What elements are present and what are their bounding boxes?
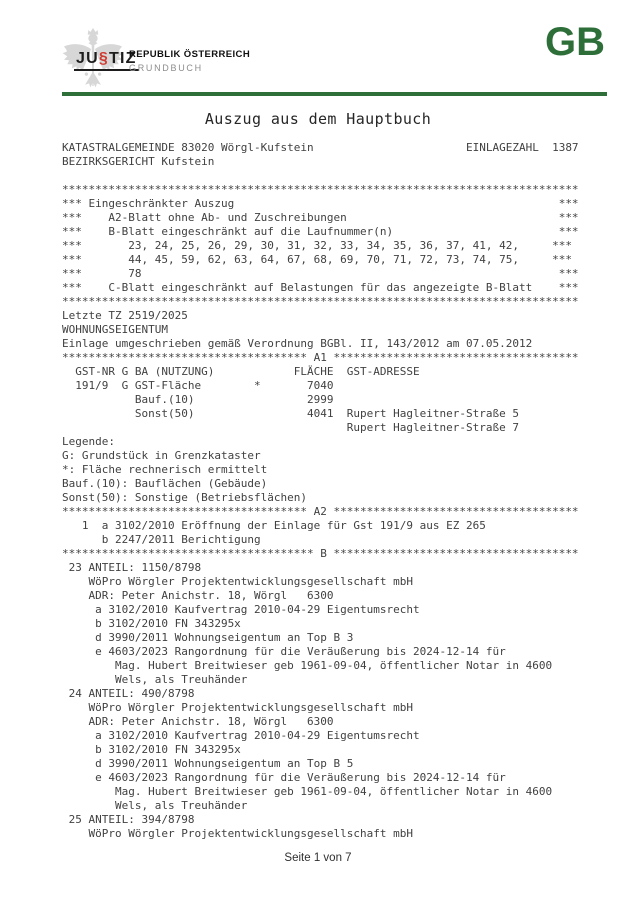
document-line: ****************************************************************************** xyxy=(62,183,579,196)
document-line: *** A2-Blatt ohne Ab- und Zuschreibungen *** xyxy=(62,211,579,224)
document-line: Rupert Hagleitner-Straße 7 xyxy=(62,421,519,434)
document-line: Wels, als Treuhänder xyxy=(62,673,248,686)
document-body xyxy=(62,141,579,841)
document-line: Mag. Hubert Breitwieser geb 1961-09-04, öffentlicher Notar in 4600 xyxy=(62,785,553,798)
document-line: 1 a 3102/2010 Eröffnung der Einlage für Gst 191/9 aus EZ 265 xyxy=(62,519,486,532)
document-line: *** 44, 45, 59, 62, 63, 64, 67, 68, 69, 70, 71, 72, 73, 74, 75, *** xyxy=(62,253,572,266)
document-line: Einlage umgeschrieben gemäß Verordnung BGBl. II, 143/2012 am 07.05.2012 xyxy=(62,337,533,350)
document-line: *** 23, 24, 25, 26, 29, 30, 31, 32, 33, 34, 35, 36, 37, 41, 42, *** xyxy=(62,239,572,252)
document-line: 191/9 G GST-Fläche * 7040 xyxy=(62,379,334,392)
document-line: Sonst(50): Sonstige (Betriebsflächen) xyxy=(62,491,308,504)
justiz-wordmark-right: TIZ xyxy=(108,50,137,67)
document-line: Letzte TZ 2519/2025 xyxy=(62,309,188,322)
ministry-block xyxy=(129,49,250,73)
document-line: b 3102/2010 FN 343295x xyxy=(62,743,241,756)
document-line: ************************************* A2 ************************************* xyxy=(62,505,579,518)
gb-mark: GB xyxy=(545,20,605,64)
document-line: 23 ANTEIL: 1150/8798 xyxy=(62,561,202,574)
document-title: Auszug aus dem Hauptbuch xyxy=(204,110,432,128)
document-line: e 4603/2023 Rangordnung für die Veräußerung bis 2024-12-14 für xyxy=(62,771,506,784)
document-line: *** Eingeschränkter Auszug *** xyxy=(62,197,579,210)
document-line: Mag. Hubert Breitwieser geb 1961-09-04, öffentlicher Notar in 4600 xyxy=(62,659,553,672)
document-line: b 3102/2010 FN 343295x xyxy=(62,617,241,630)
document-line: ADR: Peter Anichstr. 18, Wörgl 6300 xyxy=(62,715,334,728)
justiz-logo xyxy=(60,26,137,92)
document-line xyxy=(62,169,579,183)
document-line: WOHNUNGSEIGENTUM xyxy=(62,323,168,336)
document-line: ****************************************************************************** xyxy=(62,295,579,308)
page-footer xyxy=(0,852,636,864)
document-line: WöPro Wörgler Projektentwicklungsgesellschaft mbH xyxy=(62,575,413,588)
document-line: a 3102/2010 Kaufvertrag 2010-04-29 Eigentumsrecht xyxy=(62,729,420,742)
document-line: a 3102/2010 Kaufvertrag 2010-04-29 Eigentumsrecht xyxy=(62,603,420,616)
document-line: b 2247/2011 Berichtigung xyxy=(62,533,261,546)
register-label: GRUNDBUCH xyxy=(129,63,203,73)
document-line: WöPro Wörgler Projektentwicklungsgesellschaft mbH xyxy=(62,827,413,840)
document-line: d 3990/2011 Wohnungseigentum an Top B 3 xyxy=(62,631,354,644)
document-line: d 3990/2011 Wohnungseigentum an Top B 5 xyxy=(62,757,354,770)
document-line: Bauf.(10): Bauflächen (Gebäude) xyxy=(62,477,268,490)
document-line: BEZIRKSGERICHT Kufstein xyxy=(62,155,215,168)
document-line: GST-NR G BA (NUTZUNG) FLÄCHE GST-ADRESSE xyxy=(62,365,420,378)
document-line: ************************************** B ************************************* xyxy=(62,547,579,560)
page-indicator: Seite 1 von 7 xyxy=(284,852,352,864)
document-line: *** C-Blatt eingeschränkt auf Belastungen für das angezeigte B-Blatt *** xyxy=(62,281,579,294)
document-line: G: Grundstück in Grenzkataster xyxy=(62,449,261,462)
document-line: *: Fläche rechnerisch ermittelt xyxy=(62,463,268,476)
document-line: Legende: xyxy=(62,435,115,448)
document-line: *** 78 *** xyxy=(62,267,579,280)
document-line: WöPro Wörgler Projektentwicklungsgesellschaft mbH xyxy=(62,701,413,714)
green-divider xyxy=(62,92,607,96)
document-line: ADR: Peter Anichstr. 18, Wörgl 6300 xyxy=(62,589,334,602)
document-line: KATASTRALGEMEINDE 83020 Wörgl-Kufstein EINLAGEZAHL 1387 xyxy=(62,141,579,154)
document-line: 24 ANTEIL: 490/8798 xyxy=(62,687,195,700)
document-line: Wels, als Treuhänder xyxy=(62,799,248,812)
document-line: e 4603/2023 Rangordnung für die Veräußerung bis 2024-12-14 für xyxy=(62,645,506,658)
document-line: 25 ANTEIL: 394/8798 xyxy=(62,813,195,826)
document-line: Sonst(50) 4041 Rupert Hagleitner-Straße 5 xyxy=(62,407,519,420)
section-sign: § xyxy=(98,50,109,67)
republic-label: REPUBLIK ÖSTERREICH xyxy=(129,49,251,60)
document-line: *** B-Blatt eingeschränkt auf die Laufnummer(n) *** xyxy=(62,225,579,238)
justiz-wordmark-left: JU xyxy=(76,50,99,67)
document-line: Bauf.(10) 2999 xyxy=(62,393,334,406)
document-line: ************************************* A1 ************************************* xyxy=(62,351,579,364)
